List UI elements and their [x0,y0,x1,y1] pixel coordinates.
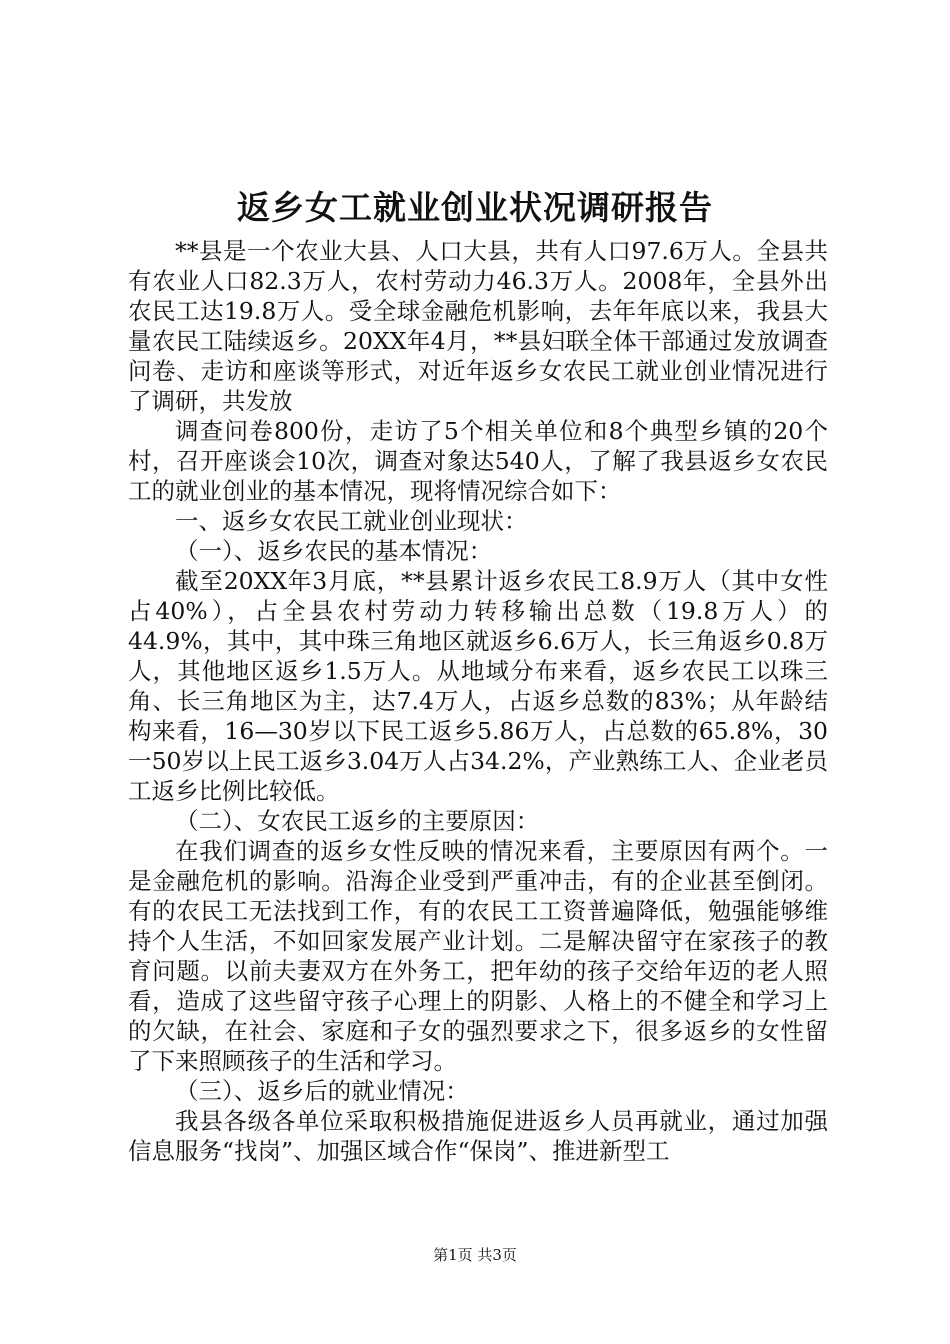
document-body [128,236,828,1166]
paragraph-intro: **县是一个农业大县、人口大县，共有人口97.6万人。全县共有农业人口82.3万人，农村劳动力46.3万人。2008年，全县外出农民工达19.8万人。受全球金融危机影响，去年年底以来，我县大量农民工陆续返乡。20XX年4月，**县妇联全体干部通过发放调查问卷、走访和座谈等形式，对近年返乡女农民工就业创业情况进行了调研，共发放 [128,237,828,415]
section-heading-1: 一、返乡女农民工就业创业现状： [175,507,528,535]
paragraph-basic-situation: 截至20XX年3月底，**县累计返乡农民工8.9万人（其中女性占40%），占全县农村劳动力转移输出总数（19.8万人）的44.9%，其中，其中珠三角地区就返乡6.6万人，长三角返乡0.8万人，其他地区返乡1.5万人。从地域分布来看，返乡农民工以珠三角、长三角地区为主，达7.4万人，占返乡总数的83%；从年龄结构来看，16—30岁以下民工返乡5.86万人，占总数的65.8%，30一50岁以上民工返乡3.04万人占34.2%，产业熟练工人、企业老员工返乡比例比较低。 [128,567,828,805]
page-number-footer: 第1页 共3页 [433,1246,517,1264]
paragraph-employment: 我县各级各单位采取积极措施促进返乡人员再就业，通过加强信息服务“找岗”、加强区域合作“保岗”、推进新型工 [128,1107,828,1165]
subsection-heading-1: （一）、返乡农民的基本情况： [175,537,493,565]
paragraph-main-reasons: 在我们调查的返乡女性反映的情况来看，主要原因有两个。一是金融危机的影响。沿海企业受到严重冲击，有的企业甚至倒闭。有的农民工无法找到工作，有的农民工工资普遍降低，勉强能够维持个人生活，不如回家发展产业计划。二是解决留守在家孩子的教育问题。以前夫妻双方在外务工，把年幼的孩子交给年迈的老人照看，造成了这些留守孩子心理上的阴影、人格上的不健全和学习上的欠缺，在社会、家庭和子女的强烈要求之下，很多返乡的女性留了下来照顾孩子的生活和学习。 [128,837,828,1075]
subsection-heading-2: （二）、女农民工返乡的主要原因： [175,807,540,835]
document-title: 返乡女工就业创业状况调研报告 [237,188,713,227]
paragraph-survey: 调查问卷800份，走访了5个相关单位和8个典型乡镇的20个村，召开座谈会10次，调查对象达540人，了解了我县返乡女农民工的就业创业的基本情况，现将情况综合如下： [128,417,828,505]
subsection-heading-3: （三）、返乡后的就业情况： [175,1077,469,1105]
